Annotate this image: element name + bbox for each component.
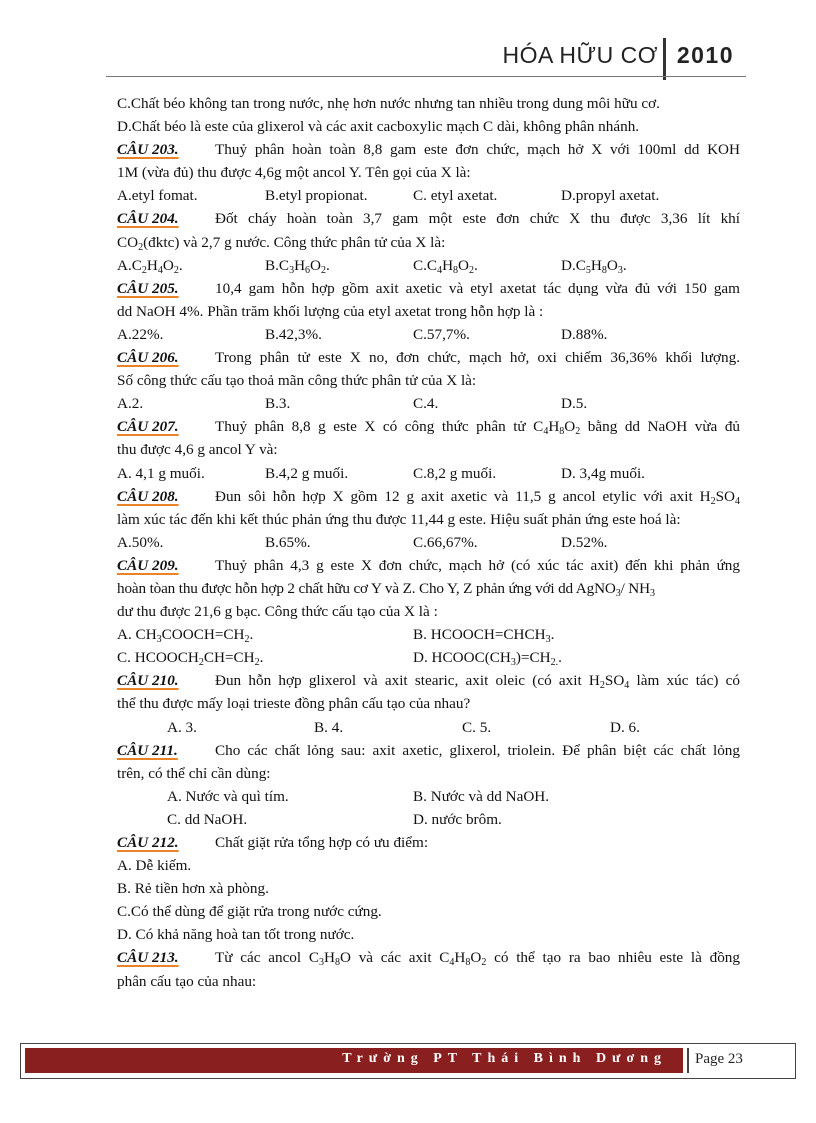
option-d: D.88%. xyxy=(561,325,608,343)
option-a: A. Dễ kiếm. xyxy=(117,857,192,875)
options-row xyxy=(117,785,740,808)
question-text: dd NaOH 4%. Phần trăm khối lượng của etyl axetat trong hỗn hợp là : xyxy=(117,302,544,320)
option-a: A. Nước và quì tím. xyxy=(167,787,289,805)
text-line: D.Chất béo là este của glixerol và các axit cacboxylic mạch C dài, không phân nhánh. xyxy=(117,118,640,136)
question-212 xyxy=(117,831,740,854)
question-text: Thuỷ phân 8,8 g este X có công thức phân tử $C_4H_8O_2$ bằng dd NaOH vừa đủ xyxy=(215,418,741,438)
option-a: A.50%. xyxy=(117,533,164,551)
question-label: CÂU 212. xyxy=(117,834,179,851)
option-b: B.3. xyxy=(265,395,291,413)
options-row xyxy=(117,323,740,346)
question-text: Trong phân tử este X no, đơn chức, mạch hở, oxi chiếm 36,36% khối lượng. xyxy=(215,349,740,367)
options-row xyxy=(117,623,740,646)
question-209 xyxy=(117,554,740,577)
header-divider xyxy=(663,38,666,80)
option-d: D. Có khả năng hoà tan tốt trong nước. xyxy=(117,926,355,944)
question-text: $CO_2(đktc)$ và 2,7 g nước. Công thức phân tử của X là: xyxy=(117,233,446,253)
question-213 xyxy=(117,946,740,969)
options-row xyxy=(117,531,740,554)
question-label: CÂU 204. xyxy=(117,210,179,228)
options-row xyxy=(117,184,740,207)
option-c: C. dd NaOH. xyxy=(167,810,248,828)
option-d: D.52%. xyxy=(561,533,608,551)
question-text: Từ các ancol $C_3H_8O$ và các axit $C_4H_8O_2$ có thể tạo ra bao nhiêu este là đồng xyxy=(215,949,740,969)
header-title: HÓA HỮU CƠ xyxy=(502,42,658,68)
question-text: Đun sôi hỗn hợp X gồm 12 g axit axetic và 11,5 g ancol etylic với axit $H_2SO_4$ xyxy=(215,487,740,507)
option-b: B. $HCOOCH=CHCH_3$. xyxy=(413,626,555,646)
question-label: CÂU 210. xyxy=(117,672,179,690)
footer-divider xyxy=(687,1048,689,1073)
footer-banner xyxy=(25,1048,683,1073)
question-label: CÂU 208. xyxy=(117,487,179,505)
option-b: B. Nước và dd NaOH. xyxy=(413,787,550,805)
question-text: trên, có thể chỉ cần dùng: xyxy=(117,764,271,782)
question-label: CÂU 207. xyxy=(117,418,179,436)
option-b: B.4,2 g muối. xyxy=(265,464,349,482)
option-b: $B.C_3H_6O_2$. xyxy=(265,256,330,276)
options-row xyxy=(117,462,740,485)
header-rule xyxy=(106,76,746,77)
page-footer xyxy=(20,1043,796,1079)
question-text: thu được 4,6 g ancol Y và: xyxy=(117,441,278,459)
question-text: thể thu được mấy loại trieste đồng phân cấu tạo của nhau? xyxy=(117,695,471,713)
option-c: C.Có thể dùng để giặt rửa trong nước cứng. xyxy=(117,903,382,921)
option-c: C.57,7%. xyxy=(413,325,470,343)
text-line: C.Chất béo không tan trong nước, nhẹ hơn nước nhưng tan nhiều trong dung môi hữu cơ. xyxy=(117,95,660,112)
option-c: C.4. xyxy=(413,395,439,413)
options-row xyxy=(117,646,740,669)
question-210 xyxy=(117,669,740,692)
option-a: A.2. xyxy=(117,395,144,413)
question-label: CÂU 203. xyxy=(117,141,179,159)
question-text: làm xúc tác đến khi kết thúc phản ứng thu được 11,44 g este. Hiệu suất phản ứng este hoá là: xyxy=(117,510,681,528)
question-211 xyxy=(117,739,740,762)
option-b: B.65%. xyxy=(265,533,311,551)
page-header xyxy=(106,38,746,80)
footer-school-name: Trường PT Thái Bình Dương xyxy=(342,1051,667,1066)
question-207 xyxy=(117,415,740,438)
option-d: D. 6. xyxy=(610,718,640,736)
option-c: C. etyl axetat. xyxy=(413,187,498,205)
option-c: $C.C_4H_8O_2$. xyxy=(413,256,478,276)
option-a: A.etyl fomat. xyxy=(117,187,198,205)
question-205 xyxy=(117,277,740,300)
option-d: D.5. xyxy=(561,395,588,413)
question-203 xyxy=(117,138,740,161)
option-d: D.propyl axetat. xyxy=(561,187,660,205)
option-a: A.22%. xyxy=(117,325,164,343)
option-d: $D.C_5H_8O_3$. xyxy=(561,256,627,276)
options-row xyxy=(117,808,740,831)
question-text: phân cấu tạo của nhau: xyxy=(117,972,257,990)
question-text: Đốt cháy hoàn toàn 3,7 gam một este đơn chức X thu được 3,36 lít khí xyxy=(215,210,740,228)
question-text: Đun hỗn hợp glixerol và axit stearic, axit oleic (có axit $H_2SO_4$ làm xúc tác) có xyxy=(215,672,741,692)
options-row xyxy=(117,716,740,739)
options-row xyxy=(117,392,740,415)
option-b: B.42,3%. xyxy=(265,325,322,343)
option-c: C.8,2 g muối. xyxy=(413,464,497,482)
question-206 xyxy=(117,346,740,369)
option-c: C.66,67%. xyxy=(413,533,478,551)
header-year: 2010 xyxy=(676,42,734,68)
page-content xyxy=(117,92,740,993)
question-label: CÂU 211. xyxy=(117,741,178,759)
option-c: C. 5. xyxy=(462,718,492,736)
option-d: D. $HCOOC(CH_3)=CH_{2.}$. xyxy=(413,649,562,669)
option-b: B.etyl propionat. xyxy=(265,187,368,205)
option-a: A. 3. xyxy=(167,718,197,736)
question-text: Thuỷ phân hoàn toàn 8,8 gam este đơn chức, mạch hở X với 100ml dd KOH xyxy=(215,141,740,159)
options-row xyxy=(117,254,740,277)
question-208 xyxy=(117,485,740,508)
question-text: hoàn tòan thu được hỗn hợp 2 chất hữu cơ Y và Z. Cho Y, Z phản ứng với dd AgNO$_3$/ $NH_3$ xyxy=(117,579,655,599)
question-label: CÂU 209. xyxy=(117,556,179,574)
question-label: CÂU 205. xyxy=(117,279,179,297)
option-b: B. 4. xyxy=(314,718,344,736)
option-a: A. 4,1 g muối. xyxy=(117,464,205,482)
question-text: Chất giặt rửa tổng hợp có ưu điểm: xyxy=(215,834,429,851)
option-d: D. 3,4g muối. xyxy=(561,464,645,482)
question-text: dư thu được 21,6 g bạc. Công thức cấu tạo của X là : xyxy=(117,603,438,621)
question-text: Cho các chất lỏng sau: axit axetic, glixerol, triolein. Để phân biệt các chất lỏng xyxy=(215,741,740,759)
question-label: CÂU 213. xyxy=(117,949,179,967)
question-204 xyxy=(117,207,740,230)
option-d: D. nước brôm. xyxy=(413,810,502,828)
option-a: $A.C_2H_4O_2$. xyxy=(117,256,183,276)
option-a: A. $CH_3COOCH=CH_2$. xyxy=(117,626,254,646)
question-text: Số công thức cấu tạo thoả mãn công thức phân tử của X là: xyxy=(117,372,477,390)
question-text: 10,4 gam hỗn hợp gồm axit axetic và etyl axetat tác dụng vừa đủ với 150 gam xyxy=(215,279,740,297)
page-number: Page 23 xyxy=(695,1051,743,1067)
option-c: C. $HCOOCH_2CH=CH_2$. xyxy=(117,649,264,669)
question-label: CÂU 206. xyxy=(117,349,179,367)
question-text: 1M (vừa đủ) thu được 4,6g một ancol Y. Tên gọi của X là: xyxy=(117,164,471,182)
option-b: B. Rẻ tiền hơn xà phòng. xyxy=(117,880,269,898)
question-text: Thuỷ phân 4,3 g este X đơn chức, mạch hở (có xúc tác axit) đến khi phản ứng xyxy=(215,556,740,574)
